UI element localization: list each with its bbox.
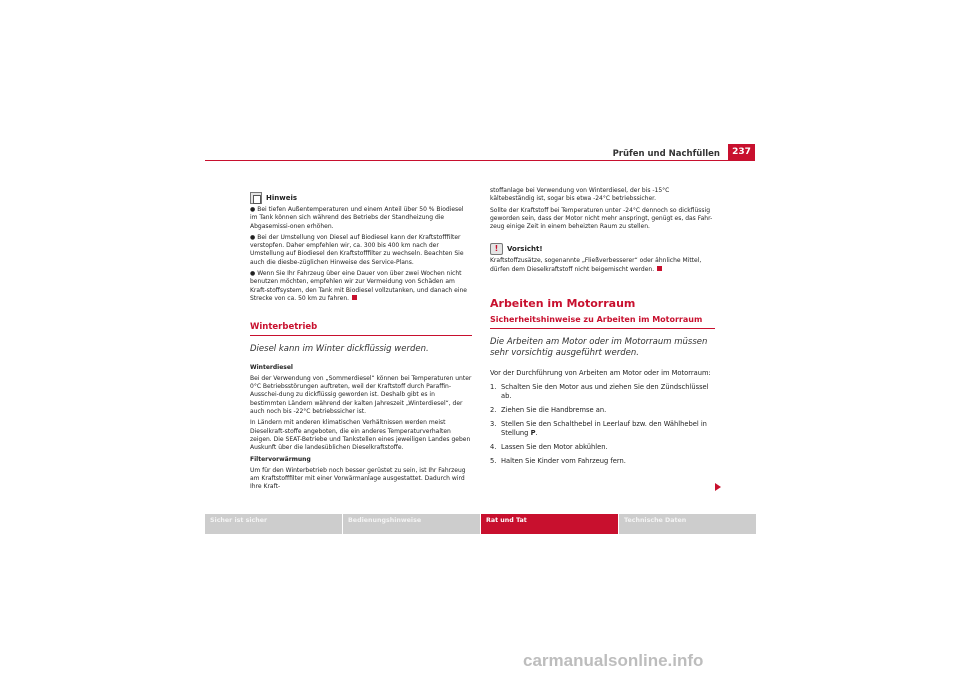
section-title-winterbetrieb: Winterbetrieb <box>250 323 472 335</box>
note-bullet: ● Bei tiefen Außentemperaturen und einem Anteil über 50 % Biodiesel im Tank können sich während des Betriebs der Standheizung die Abgasemissi-onen erhöhen. <box>250 206 464 230</box>
note-title: Hinweis <box>266 193 298 202</box>
footer-nav <box>205 514 756 534</box>
winterdiesel-paragraph-1: Bei der Verwendung von „Sommerdiesel“ können bei Temperaturen unter 0°C Betriebsstörungen auftreten, weil der Kraftstoff durch Paraffin-Ausschei-dung zu dickflüssig geworden ist. Deshalb gibt es in bestimmten Ländern während der kalten Jahreszeit „Winterdiesel“, der auch noch bis -22°C betriebssicher ist. <box>250 374 472 416</box>
continued-paragraph-2: Sollte der Kraftstoff bei Temperaturen unter -24°C dennoch so dickflüssig geworden sein, dass der Motor nicht mehr anspringt, genügt es, das Fahr-zeug einige Zeit in einem beheizten Raum zu stellen. <box>490 206 713 231</box>
page-number: 237 <box>728 144 755 161</box>
section-subtitle: Die Arbeiten am Motor oder im Motorraum müssen sehr vorsichtig ausgeführt werden. <box>490 336 708 358</box>
bullet-icon: ● <box>250 270 256 278</box>
winterdiesel-heading: Winterdiesel <box>250 363 293 371</box>
end-mark-icon <box>657 266 662 271</box>
steps-list <box>490 383 715 466</box>
continued-paragraph-1: stoffanlage bei Verwendung von Winterdiesel, der bis -15°C kältebeständig ist, sogar bis etwa -24°C betriebssicher. <box>490 187 670 203</box>
tab-technische-daten[interactable]: Technische Daten <box>619 514 756 534</box>
page-header-title: Prüfen und Nachfüllen <box>612 149 720 159</box>
tab-rat-und-tat[interactable]: Rat und Tat <box>481 514 618 534</box>
caution-header <box>490 243 715 255</box>
list-item: 1. Schalten Sie den Motor aus und ziehen Sie den Zündschlüssel ab. <box>490 382 709 400</box>
filter-paragraph: Um für den Winterbetrieb noch besser gerüstet zu sein, ist Ihr Fahrzeug am Kraftstofffilter mit einer Vorwärmanlage ausgestattet. Dadurch wird Ihre Kraft- <box>250 466 466 491</box>
tab-sicher-ist-sicher[interactable]: Sicher ist sicher <box>205 514 342 534</box>
watermark: carmanualsonline.info <box>523 651 704 670</box>
steps-intro: Vor der Durchführung von Arbeiten am Motor oder im Motorraum: <box>490 368 711 377</box>
note-bullet: ● Wenn Sie Ihr Fahrzeug über eine Dauer von über zwei Wochen nicht benutzen möchten, empfehlen wir zur Vermeidung von Schäden am Kraft-stoffsystem, den Tank mit Biodiesel vollzutanken, und danach eine Strecke von ca. 50 km zu fahren. <box>250 270 467 302</box>
tab-bedienungshinweise[interactable]: Bedienungshinweise <box>343 514 480 534</box>
winterdiesel-paragraph-2: In Ländern mit anderen klimatischen Verhältnissen werden meist Dieselkraft-stoffe angeboten, die ein anderes Temperaturverhalten zeigen. Die SEAT-Betriebe und Tankstellen eines jeweiligen Landes geben Auskunft über die landesüblichen Dieselkraftstoffe. <box>250 419 471 452</box>
bullet-icon: ● <box>250 206 256 213</box>
left-column <box>250 192 472 495</box>
note-icon <box>250 192 262 204</box>
section-subtitle: Diesel kann im Winter dickflüssig werden. <box>250 343 429 354</box>
bullet-icon: ● <box>250 233 256 241</box>
end-mark-icon <box>352 295 357 300</box>
caution-text: Kraftstoffzusätze, sogenannte „Fließverbesserer“ oder ähnliche Mittel, dürfen dem Dieselkraftstoff nicht beigemischt werden. <box>490 257 702 273</box>
right-column <box>490 187 715 471</box>
warning-icon: ! <box>490 243 503 255</box>
caution-title: Vorsicht! <box>507 245 543 254</box>
note-header <box>250 192 472 204</box>
list-item: 5. Halten Sie Kinder vom Fahrzeug fern. <box>490 456 626 465</box>
chapter-title: Arbeiten im Motorraum <box>490 297 636 311</box>
list-item: 3. Stellen Sie den Schalthebel in Leerlauf bzw. den Wählhebel in Stellung P. <box>490 419 707 437</box>
filter-heading: Filtervorwärmung <box>250 455 311 463</box>
header-rule <box>205 160 755 161</box>
next-page-arrow-icon[interactable] <box>715 483 721 491</box>
section-title-sicherheitshinweise: Sicherheitshinweise zu Arbeiten im Motorraum <box>490 316 715 328</box>
list-item: 2. Ziehen Sie die Handbremse an. <box>490 405 607 414</box>
note-bullet: ● Bei der Umstellung von Diesel auf Biodiesel kann der Kraftstofffilter verstopfen. Daher empfehlen wir, ca. 300 bis 400 km nach der Umstellung auf Biodiesel den Kraftstofffilter zu wechseln. Beachten Sie auch die diesbe-züglichen Hinweise des Service-Plans. <box>250 233 464 266</box>
list-item: 4. Lassen Sie den Motor abkühlen. <box>490 442 608 451</box>
